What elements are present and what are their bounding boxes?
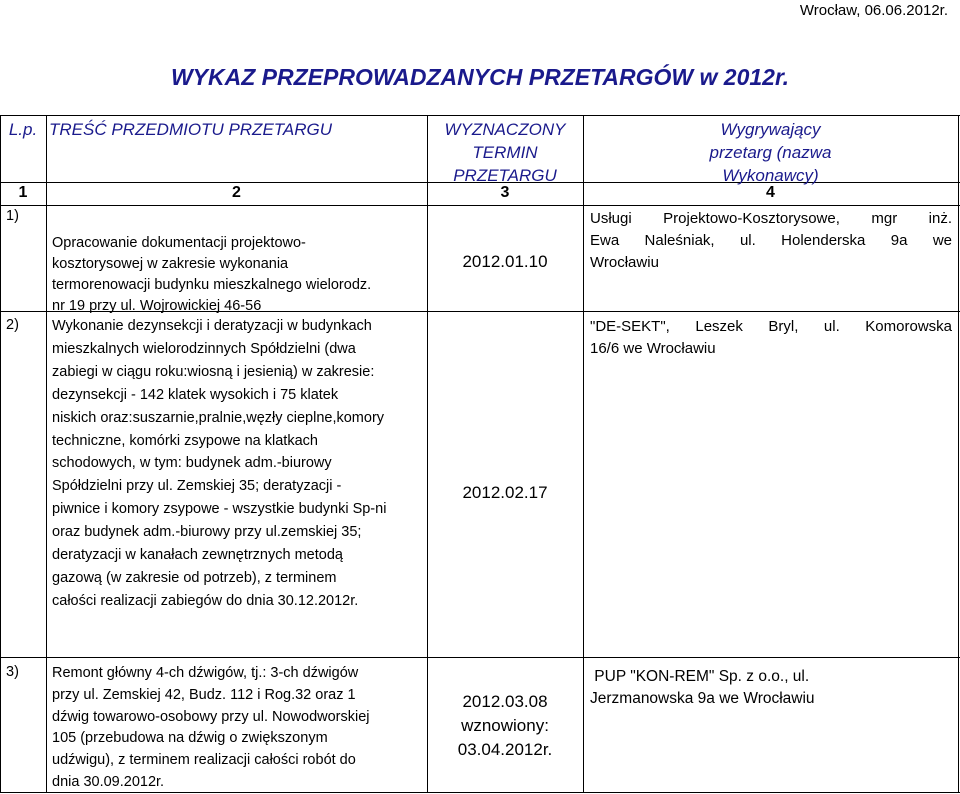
row-3-date: 2012.03.08 wznowiony: 03.04.2012r. (457, 692, 553, 759)
row-2-winner-line-2: 16/6 we Wrocławiu (590, 340, 716, 357)
row-1-subject: Opracowanie dokumentacji projektowo- kosztorysowej w zakresie wykonania termorenowacji budynku mieszkalnego wielorodz. nr 19 przy ul. Wojrowickiej 46-56 (52, 235, 372, 314)
col-number-4: 4 (766, 184, 775, 201)
row-3-winner-line-1: PUP "KON-REM" Sp. z o.o., ul. (590, 668, 810, 685)
col-number-2: 2 (232, 184, 241, 201)
row-2-winner-line-1: "DE-SEKT", Leszek Bryl, ul. Komorowska (590, 318, 952, 335)
row-3-number: 3) (6, 664, 19, 680)
header-subject: TREŚĆ PRZEDMIOTU PRZETARGU (49, 120, 333, 139)
col-divider-3 (583, 115, 584, 793)
border-left (0, 115, 1, 793)
row-1-number: 1) (6, 208, 19, 224)
row-1-date: 2012.01.10 (462, 252, 548, 271)
border-right (958, 115, 959, 793)
row2-bottom-border (0, 657, 960, 658)
row-2-date: 2012.02.17 (462, 483, 548, 502)
col-divider-1 (46, 115, 47, 793)
row-3-winner-line-2: Jerzmanowska 9a we Wrocławiu (590, 690, 815, 707)
place-date: Wrocław, 06.06.2012r. (799, 2, 948, 19)
header-term: WYZNACZONY TERMIN PRZETARGU (444, 120, 566, 185)
col-number-3: 3 (500, 184, 510, 201)
row-3-subject: Remont główny 4-ch dźwigów, tj.: 3-ch dźwigów przy ul. Zemskiej 42, Budz. 112 i Rog.32 oraz 1 dźwig towarowo-osobowy przy ul. Nowodworskiej 105 (przebudowa na dźwig o zwiększonym udźwigu), z terminem realizacji całości robót do dnia 30.09.2012r. (52, 665, 370, 790)
col-number-1: 1 (18, 184, 28, 201)
header-lp: L.p. (8, 120, 38, 139)
document-title: WYKAZ PRZEPROWADZANYCH PRZETARGÓW w 2012r. (170, 64, 790, 90)
row-1-winner-line-1: Usługi Projektowo-Kosztorysowe, mgr inż. (590, 210, 952, 227)
row-2-number: 2) (6, 317, 19, 333)
table-top-border (0, 115, 960, 116)
row-1-winner-line-3: Wrocławiu (590, 254, 659, 271)
row-1-winner-line-2: Ewa Naleśniak, ul. Holenderska 9a we (590, 232, 952, 249)
col-numbers-bottom-border (0, 205, 960, 206)
header-winner: Wygrywający przetarg (nazwa Wykonawcy) (709, 120, 832, 185)
row-2-subject: Wykonanie dezynsekcji i deratyzacji w budynkach mieszkalnych wielorodzinnych Spółdzielni (dwa zabiegi w ciągu roku:wiosną i jesienią) w zakresie: dezynsekcji - 142 klatek wysokich i 75 klatek niskich oraz:suszarnie,pralnie,węzły cieplne,komory techniczne, komórki zsypowe na klatkach schodowych, w tym: budynek adm.-biurowy Spółdzielni przy ul. Zemskiej 35; deratyzacji - piwnice i komory zsypowe - wszystkie budynki Sp-ni oraz budynek adm.-biurowy przy ul.zemskiej 35; deratyzacji w kanałach zewnętrznych metodą gazową (w zakresie od potrzeb), z terminem całości realizacji zabiegów do dnia 30.12.2012r. (52, 318, 387, 609)
